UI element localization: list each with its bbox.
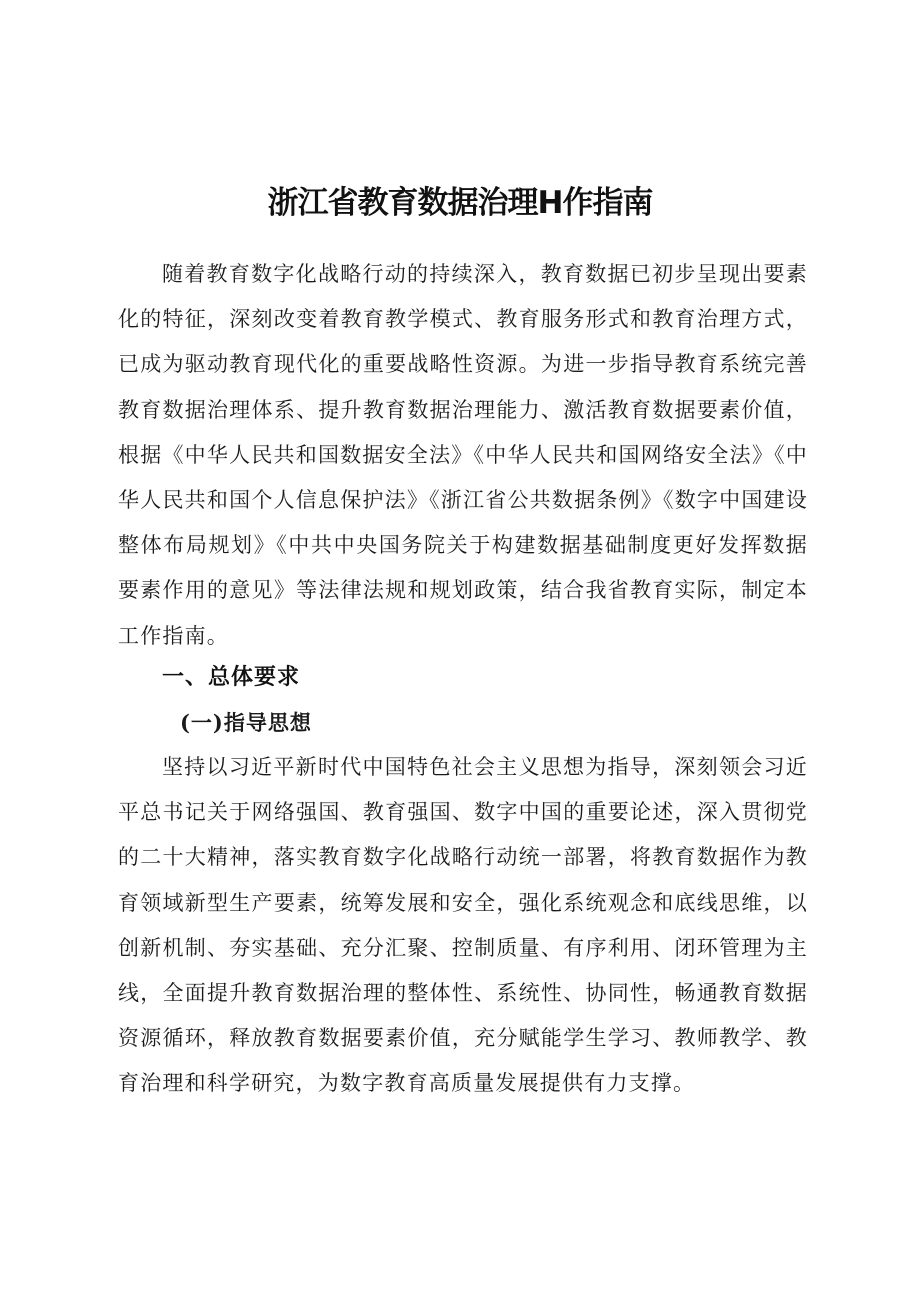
guiding-ideology-paragraph: 坚持以习近平新时代中国特色社会主义思想为指导，深刻领会习近平总书记关于网络强国、教育强国、数字中国的重要论述，深入贯彻党的二十大精神，落实教育数字化战略行动统一部署，将教育数据作为教育领域新型生产要素，统筹发展和安全，强化系统观念和底线思维，以创新机制、夯实基础、充分汇聚、控制质量、有序利用、闭环管理为主线，全面提升教育数据治理的整体性、系统性、协同性，畅通教育数据资源循环，释放教育数据要素价值，充分赋能学生学习、教师教学、教育治理和科学研究，为数字教育高质量发展提供有力支撑。 bbox=[118, 755, 808, 1096]
subsection-heading-guiding-ideology: (一)指导思想 bbox=[180, 710, 312, 735]
section-heading-general-requirements: 一、总体要求 bbox=[162, 665, 301, 690]
document-title: 浙江省教育数据治理H作指南 bbox=[267, 184, 653, 221]
intro-paragraph: 随着教育数字化战略行动的持续深入，教育数据已初步呈现出要素化的特征，深刻改变着教育教学模式、教育服务形式和教育治理方式，已成为驱动教育现代化的重要战略性资源。为进一步指导教育系统完善教育数据治理体系、提升教育数据治理能力、激活教育数据要素价值，根据《中华人民共和国数据安全法》《中华人民共和国网络安全法》《中华人民共和国个人信息保护法》《浙江省公共数据条例》《数字中国建设整体布局规划》《中共中央国务院关于构建数据基础制度更好发挥数据要素作用的意见》等法律法规和规划政策，结合我省教育实际，制定本工作指南。 bbox=[118, 262, 808, 648]
